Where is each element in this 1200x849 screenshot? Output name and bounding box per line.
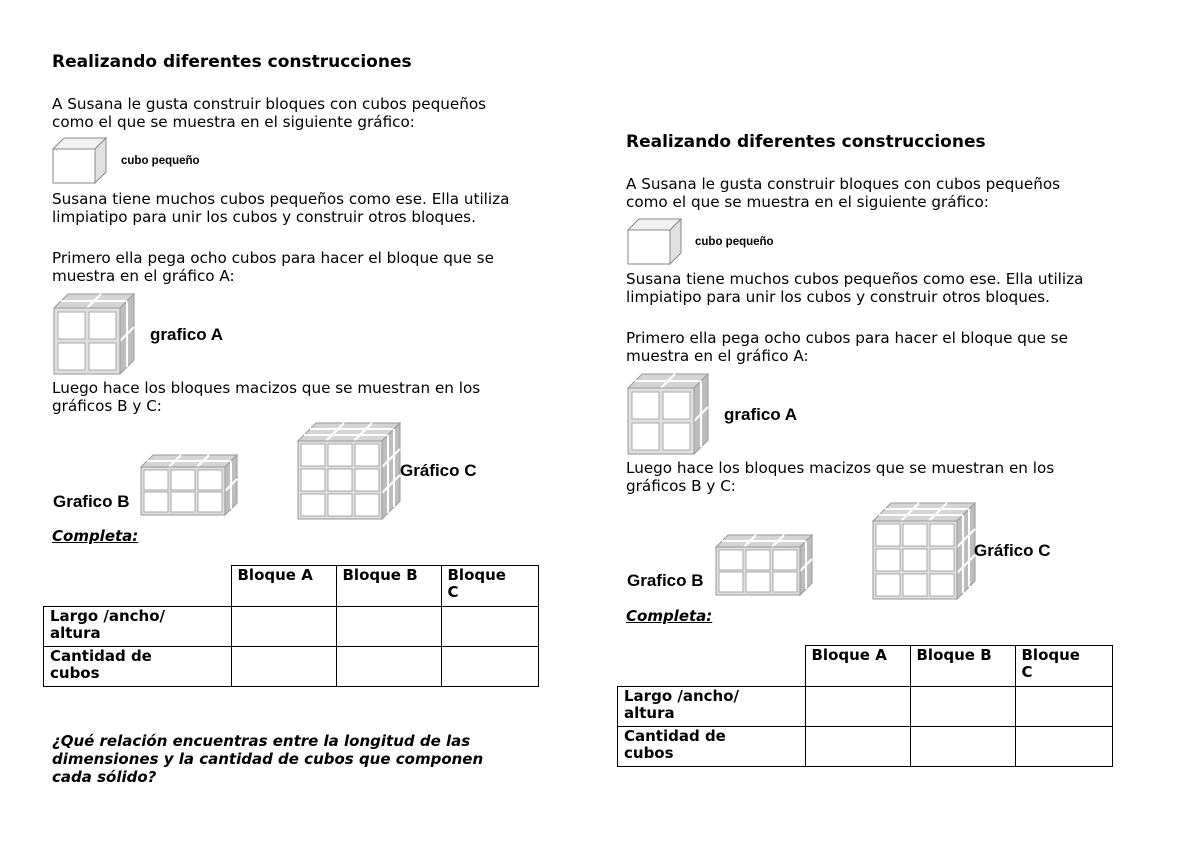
header-bloque-c	[1015, 646, 1113, 687]
block-a-figure	[54, 294, 136, 376]
cell-a-dimensions[interactable]	[231, 607, 336, 647]
row-label-count	[44, 647, 232, 687]
header-bloque-c	[441, 566, 539, 607]
table-row	[618, 727, 1113, 767]
cell-c-count[interactable]	[441, 647, 539, 687]
header-bloque-a: Bloque A	[231, 566, 336, 607]
figure-a-label: grafico A	[724, 405, 798, 424]
figure-b-label: Grafico B	[627, 571, 704, 590]
cell-b-dimensions[interactable]	[336, 607, 441, 647]
small-cube-label: cubo pequeño	[695, 236, 774, 248]
table-row	[44, 647, 539, 687]
worksheet-title: Realizando diferentes construcciones	[52, 52, 412, 72]
paragraph-4-line-1: Luego hace los bloques macizos que se muestran en los	[52, 379, 481, 397]
question-line-2: dimensiones y la cantidad de cubos que componen	[52, 750, 484, 768]
small-cube-figure	[628, 219, 688, 269]
paragraph-2-line-1: Susana tiene muchos cubos pequeños como ese. Ella utiliza	[52, 190, 510, 208]
paragraph-4-line-1: Luego hace los bloques macizos que se muestran en los	[626, 459, 1055, 477]
header-bloque-b: Bloque B	[336, 566, 441, 607]
intro-line-1: A Susana le gusta construir bloques con cubos pequeños	[626, 175, 1061, 193]
cell-c-dimensions[interactable]	[441, 607, 539, 647]
header-bloque-c-text: Bloque C	[447, 566, 506, 601]
block-b-figure	[141, 455, 239, 517]
paragraph-2-line-2: limpiatipo para unir los cubos y construir otros bloques.	[626, 288, 1050, 306]
cell-a-count[interactable]	[805, 727, 910, 767]
table-corner	[44, 566, 232, 607]
row-label-dimensions-text: Largo /ancho/ altura	[624, 687, 739, 722]
figure-c-label: Gráfico C	[400, 461, 477, 480]
row-label-dimensions	[44, 607, 232, 647]
cell-c-dimensions[interactable]	[1015, 687, 1113, 727]
cell-a-count[interactable]	[231, 647, 336, 687]
complete-label: Completa:	[626, 607, 713, 625]
question-line-1: ¿Qué relación encuentras entre la longitud de las	[52, 732, 471, 750]
block-c-figure	[298, 423, 402, 521]
table-row	[618, 687, 1113, 727]
cell-c-count[interactable]	[1015, 727, 1113, 767]
block-a-figure	[628, 374, 710, 456]
small-cube-figure	[53, 138, 113, 188]
block-c-figure	[873, 503, 977, 601]
paragraph-3-line-2: muestra en el gráfico A:	[52, 267, 235, 285]
paragraph-2-line-1: Susana tiene muchos cubos pequeños como ese. Ella utiliza	[626, 270, 1084, 288]
cell-b-count[interactable]	[336, 647, 441, 687]
cell-a-dimensions[interactable]	[805, 687, 910, 727]
paragraph-4-line-2: gráficos B y C:	[626, 477, 736, 495]
block-b-figure	[716, 535, 814, 597]
figure-a-label: grafico A	[150, 325, 224, 344]
data-table	[43, 565, 539, 687]
small-cube-label: cubo pequeño	[121, 155, 200, 167]
cell-b-count[interactable]	[910, 727, 1015, 767]
paragraph-2-line-2: limpiatipo para unir los cubos y construir otros bloques.	[52, 208, 476, 226]
header-bloque-c-text: Bloque C	[1021, 646, 1080, 681]
row-label-dimensions	[618, 687, 806, 727]
row-label-count	[618, 727, 806, 767]
row-label-count-text: Cantidad de cubos	[50, 647, 152, 682]
row-label-count-text: Cantidad de cubos	[624, 727, 726, 762]
table-row	[44, 607, 539, 647]
figure-b-label: Grafico B	[53, 492, 130, 511]
figure-c-label: Gráfico C	[974, 541, 1051, 560]
paragraph-4-line-2: gráficos B y C:	[52, 397, 162, 415]
intro-line-2: como el que se muestra en el siguiente gráfico:	[626, 193, 989, 211]
intro-line-1: A Susana le gusta construir bloques con cubos pequeños	[52, 95, 487, 113]
paragraph-3-line-1: Primero ella pega ocho cubos para hacer el bloque que se	[52, 249, 494, 267]
header-bloque-b: Bloque B	[910, 646, 1015, 687]
question-line-3: cada sólido?	[52, 768, 157, 786]
table-corner	[618, 646, 806, 687]
row-label-dimensions-text: Largo /ancho/ altura	[50, 607, 165, 642]
paragraph-3-line-1: Primero ella pega ocho cubos para hacer el bloque que se	[626, 329, 1068, 347]
paragraph-3-line-2: muestra en el gráfico A:	[626, 347, 809, 365]
complete-label: Completa:	[52, 527, 139, 545]
data-table	[617, 645, 1113, 767]
cell-b-dimensions[interactable]	[910, 687, 1015, 727]
intro-line-2: como el que se muestra en el siguiente gráfico:	[52, 113, 415, 131]
worksheet-title: Realizando diferentes construcciones	[626, 132, 986, 152]
header-bloque-a: Bloque A	[805, 646, 910, 687]
